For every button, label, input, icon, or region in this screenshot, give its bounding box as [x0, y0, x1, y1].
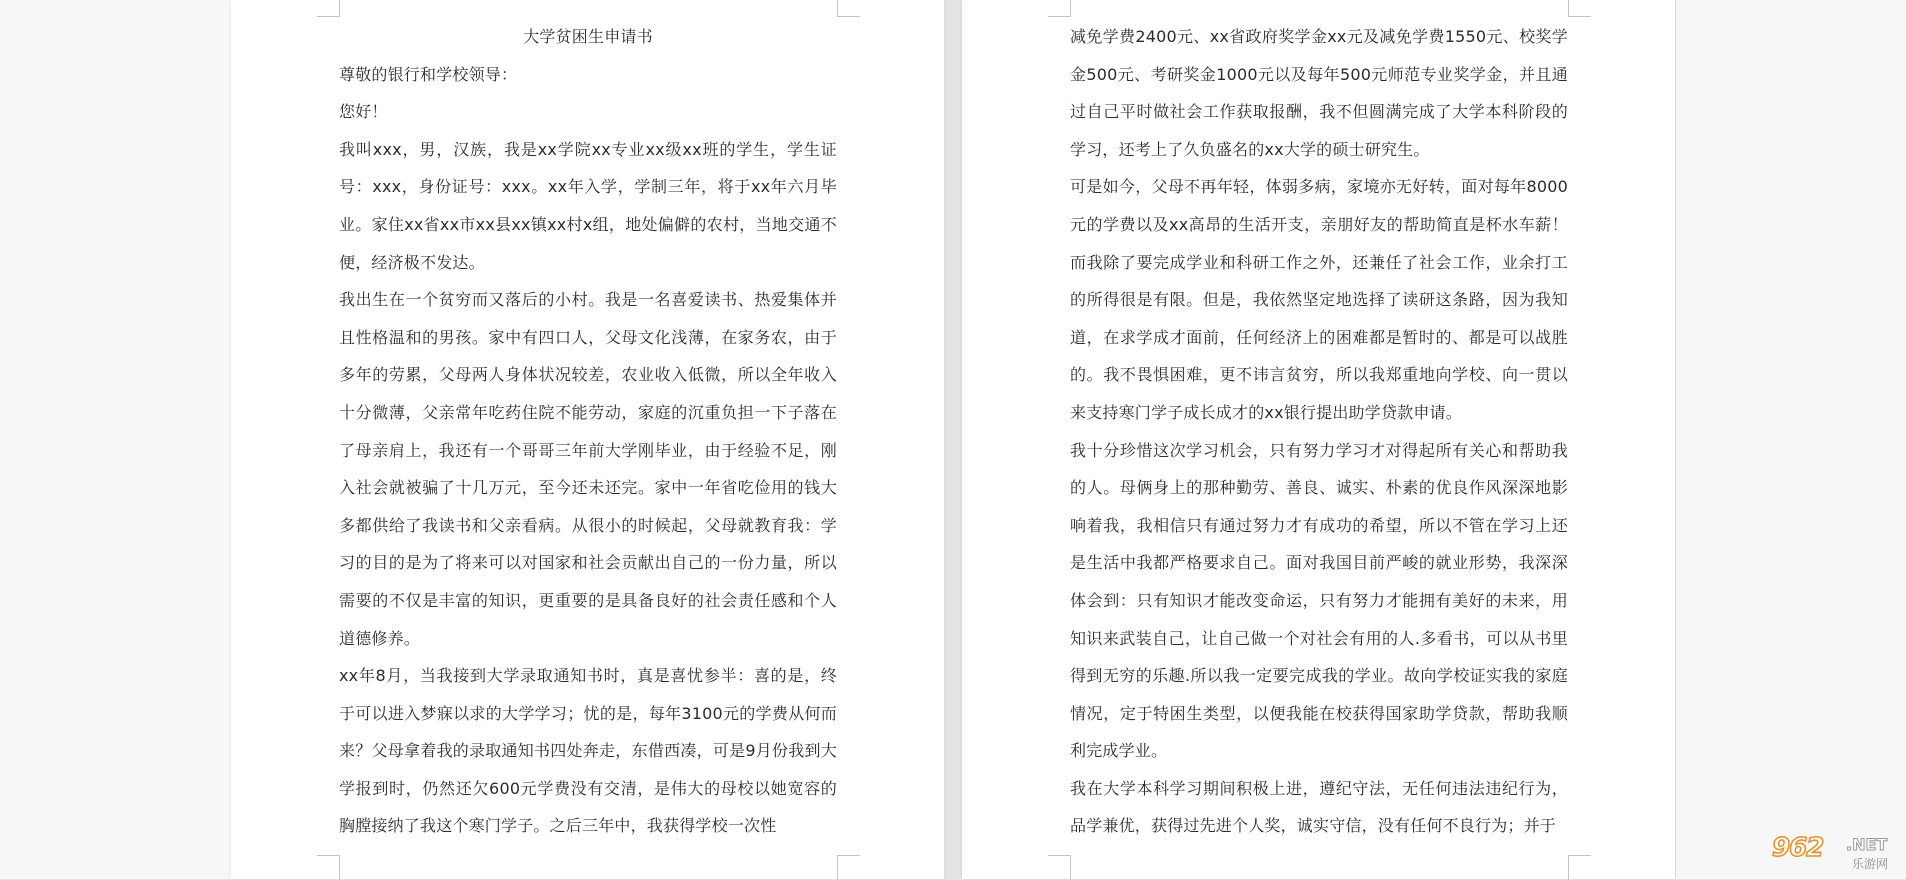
crop-mark-top-right	[837, 0, 860, 17]
watermark-label: 乐游网	[1852, 857, 1889, 871]
greeting: 您好！	[339, 102, 388, 122]
crop-mark-bottom-right	[837, 855, 860, 880]
paragraph-family-background: 我出生在一个贫穷而又落后的小村。我是一名喜爱读书、热爱集体并且性格温和的男孩。家中有四口人，父母文化浅薄，在家务农，由于多年的劳累，父母两人身体状况较差，农业收入低微，所以全年收入十分微薄，父亲常年吃药住院不能劳动，家庭的沉重负担一下子落在了母亲肩上，我还有一个哥哥三年前大学刚毕业，由于经验不足，刚入社会就被骗了十几万元，至今还未还完。家中一年省吃俭用的钱大多都供给了我读书和父亲看病。从很小的时候起，父母就教育我：学习的目的是为了将来可以对国家和社会贡献出自己的一份力量，所以需要的不仅是丰富的知识，更重要的是具备良好的社会责任感和个人道德修养。	[339, 290, 837, 648]
paragraph-scholarships: 减免学费2400元、xx省政府奖学金xx元及减免学费1550元、校奖学金500元、考研奖金1000元以及每年500元师范专业奖学金，并且通过自己平时做社会工作获取报酬，我不但圆满完成了大学本科阶段的学习，还考上了久负盛名的xx大学的硕士研究生。	[1070, 27, 1568, 159]
paragraph-introduction: 我叫xxx，男，汉族，我是xx学院xx专业xx级xx班的学生，学生证号：xxx，身份证号：xxx。xx年入学，学制三年，将于xx年六月毕业。家住xx省xx市xx县xx镇xx村x组，地处偏僻的农村，当地交通不便，经济极不发达。	[339, 139, 837, 272]
crop-mark-bottom-left	[1048, 855, 1071, 880]
crop-mark-top-right	[1568, 0, 1591, 17]
page-1-text[interactable]	[339, 18, 837, 845]
document-page-1	[231, 0, 944, 879]
page-2-text[interactable]	[1070, 18, 1568, 845]
salutation: 尊敬的银行和学校领导：	[339, 64, 518, 84]
site-watermark-logo	[1772, 833, 1900, 873]
crop-mark-top-left	[317, 0, 340, 17]
watermark-number: 962	[1772, 833, 1824, 863]
crop-mark-bottom-right	[1568, 855, 1591, 880]
document-page-2	[962, 0, 1675, 879]
crop-mark-bottom-left	[317, 855, 340, 880]
paragraph-conduct: 我在大学本科学习期间积极上进，遵纪守法，无任何违法违纪行为，品学兼优，获得过先进个人奖，诚实守信，没有任何不良行为；并于	[1070, 778, 1568, 836]
crop-mark-top-left	[1048, 0, 1071, 17]
paragraph-hardship: 可是如今，父母不再年轻，体弱多病，家境亦无好转，面对每年8000元的学费以及xx高昂的生活开支，亲朋好友的帮助简直是杯水车薪！而我除了要完成学业和科研工作之外，还兼任了社会工作，业余打工的所得很是有限。但是，我依然坚定地选择了读研这条路，因为我知道，在求学成才面前，任何经济上的困难都是暂时的、都是可以战胜的。我不畏惧困难，更不讳言贫穷，所以我郑重地向学校、向一贯以来支持寒门学子成长成才的xx银行提出助学贷款申请。	[1070, 177, 1568, 422]
right-gutter	[1676, 0, 1906, 879]
watermark-suffix: .NET	[1846, 835, 1888, 854]
paragraph-admission: xx年8月，当我接到大学录取通知书时，真是喜忧参半：喜的是，终于可以进入梦寐以求的大学学习；忧的是，每年3100元的学费从何而来？父母拿着我的录取通知书四处奔走，东借西凑，可是9月份我到大学报到时，仍然还欠600元学费没有交清，是伟大的母校以她宽容的胸膛接纳了我这个寒门学子。之后三年中，我获得学校一次性	[339, 666, 837, 836]
paragraph-commitment: 我十分珍惜这次学习机会，只有努力学习才对得起所有关心和帮助我的人。母俩身上的那种勤劳、善良、诚实、朴素的优良作风深深地影响着我，我相信只有通过努力才有成功的希望，所以不管在学习上还是生活中我都严格要求自己。面对我国目前严峻的就业形势，我深深体会到：只有知识才能改变命运，只有努力才能拥有美好的未来，用知识来武装自己，让自己做一个对社会有用的人.多看书，可以从书里得到无穷的乐趣.所以我一定要完成我的学业。故向学校证实我的家庭情况，定于特困生类型，以便我能在校获得国家助学贷款，帮助我顺利完成学业。	[1070, 440, 1568, 761]
document-title: 大学贫困生申请书	[523, 27, 653, 46]
left-gutter	[0, 0, 231, 879]
